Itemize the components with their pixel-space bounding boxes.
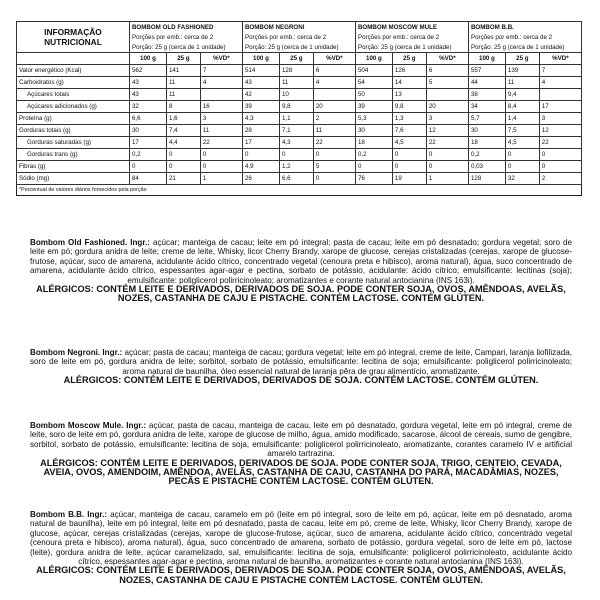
nutrient-value: 6 [426, 65, 468, 77]
nutrient-value: 0 [200, 161, 242, 173]
ingredients-title: Bombom B.B. Ingr.: [30, 510, 108, 519]
nutrient-value: 4 [539, 77, 581, 89]
nutrient-value: 84 [129, 173, 166, 185]
nutrient-value: 4,3 [279, 137, 313, 149]
nutrient-value: 0 [392, 149, 426, 161]
nutrient-value: 0,2 [129, 149, 166, 161]
ingredients-paragraph [30, 238, 572, 285]
nutrient-value: 39 [242, 101, 279, 113]
nutrient-value: 3 [200, 113, 242, 125]
nutrient-value: 7,5 [505, 125, 539, 137]
nutrient-value: 17 [129, 137, 166, 149]
nutrient-value: 1,1 [279, 113, 313, 125]
nutrition-rows [17, 65, 582, 185]
nutrient-value: 0 [505, 161, 539, 173]
product-portion-size: Porção: 25 g (cerca de 1 unidade) [129, 42, 242, 53]
nutrient-value: 9,4 [505, 89, 539, 101]
table-row [17, 149, 582, 161]
nutrient-value: 3 [539, 113, 581, 125]
nutrient-label: Açúcares totais [17, 89, 130, 101]
nutrient-value: 0 [279, 149, 313, 161]
nutrient-value: 50 [355, 89, 392, 101]
nutrient-value: 0 [355, 161, 392, 173]
nutrient-value: 0,2 [468, 149, 505, 161]
product-name: BOMBOM NEGRONI [242, 22, 355, 33]
nutrient-label: Gorduras trans (g) [17, 149, 130, 161]
nutrient-label: Açúcares adicionados (g) [17, 101, 130, 113]
ingredients-text: açúcar; manteiga de cacau; leite em pó integral; pasta de cacau; leite em pó desnatado; gordura vegetal; soro de leite em pó; gordura anidra de leite; creme de leite, Whisky, licor Cherry Brandy, xarope de glucose, cerejas cristalizadas (cerejas, xarope de glucose-frutose, açúcar, suco de amarena, acidulante ácido cítrico, concentrado vegetal (cenoura preta e hibisco), aroma natural), água, suco concentrado de amarena, acidulante ácido cítrico, espessantes agar-agar e pectina, sorbato de potássio, acidulante: ácido cítrico; emulsificante: lecitinas (soja); emulsificante: poliglicerol polirricinoleato; aromatizantes e corante natural antocianina (INS 163i). [30, 238, 573, 285]
nutrient-value: 9,8 [279, 101, 313, 113]
nutrient-value: 17 [242, 137, 279, 149]
nutrient-value: 13 [392, 89, 426, 101]
column-header: %VD* [426, 53, 468, 65]
nutrient-value: 22 [426, 137, 468, 149]
table-row [17, 125, 582, 137]
column-header: %VD* [313, 53, 355, 65]
product-description [30, 421, 572, 486]
nutrient-value: 0 [200, 149, 242, 161]
nutrient-value: 32 [129, 101, 166, 113]
nutrient-value: 0 [426, 161, 468, 173]
column-header: 100 g [129, 53, 166, 65]
nutrient-value: 0 [426, 149, 468, 161]
nutrient-value: 5,3 [355, 113, 392, 125]
nutrient-value: 2 [313, 113, 355, 125]
nutrient-value: 126 [392, 65, 426, 77]
allergen-warning: ALÉRGICOS: CONTÉM LEITE E DERIVADOS, DERIVADOS DE SOJA. PODE CONTER SOJA, TRIGO, CENTEIO, CEVADA, AVEIA, OVOS, AMENDOIM, AMÊNDOA, AVELÃS, CASTANHA DE CAJU, CASTANHA DO PARÁ, MACADÂMIAS, NOZES, PECÃS E PISTACHE CONTÉM LACTOSE. CONTÉM GLÚTEN. [40, 457, 562, 487]
product-description [30, 510, 572, 585]
nutrient-value: 1,4 [505, 113, 539, 125]
nutrient-value: 8 [166, 101, 200, 113]
nutrient-value: 128 [468, 173, 505, 185]
nutrient-value: 18 [355, 137, 392, 149]
nutrient-value: 11 [200, 125, 242, 137]
nutrient-value: 30 [468, 125, 505, 137]
column-header: 25 g [505, 53, 539, 65]
nutrition-table [16, 21, 582, 196]
nutrient-value: 0 [313, 173, 355, 185]
nutrient-value: 0 [392, 161, 426, 173]
nutrient-value: 44 [468, 77, 505, 89]
nutrient-value: 562 [129, 65, 166, 77]
product-description [30, 238, 572, 303]
table-row [17, 161, 582, 173]
nutrient-label: Proteína (g) [17, 113, 130, 125]
nutrient-value: 141 [166, 65, 200, 77]
nutrient-value: 0 [539, 149, 581, 161]
nutrient-value: 3 [426, 113, 468, 125]
nutrient-value: 22 [313, 137, 355, 149]
nutrient-value: 43 [242, 77, 279, 89]
nutrient-value: 26 [242, 173, 279, 185]
nutrient-value: 30 [129, 125, 166, 137]
nutrient-value: 504 [355, 65, 392, 77]
column-header-row [17, 53, 582, 65]
nutrient-value: 1 [200, 173, 242, 185]
nutrient-value: 76 [355, 173, 392, 185]
ingredients-paragraph [30, 421, 572, 459]
nutrient-value: 0,2 [355, 149, 392, 161]
nutrient-value: 21 [166, 173, 200, 185]
nutrient-value: 6,6 [279, 173, 313, 185]
table-row [17, 77, 582, 89]
nutrient-label: Gorduras totais (g) [17, 125, 130, 137]
nutrient-value: 0 [166, 149, 200, 161]
allergen-warning: ALÉRGICOS: CONTÉM LEITE E DERIVADOS, DERIVADOS DE SOJA. CONTÉM LACTOSE. CONTÉM GLÚTEN. [63, 375, 539, 386]
nutrient-value: 4,4 [166, 137, 200, 149]
nutrient-value: 0 [242, 149, 279, 161]
nutrient-value: 0 [505, 149, 539, 161]
nutrient-value: 17 [539, 101, 581, 113]
nutrient-value: 12 [426, 125, 468, 137]
nutrient-value: 0 [313, 149, 355, 161]
ingredients-title: Bombom Old Fashioned. Ingr.: [30, 238, 151, 247]
product-name: BOMBOM MOSCOW MULE [355, 22, 468, 33]
nutrient-value: 32 [505, 173, 539, 185]
nutrient-value: 0 [539, 161, 581, 173]
table-row [17, 101, 582, 113]
column-header: 25 g [392, 53, 426, 65]
table-row [17, 65, 582, 77]
nutrient-value: 19 [392, 173, 426, 185]
nutrient-value: 6 [313, 65, 355, 77]
column-header: 100 g [468, 53, 505, 65]
nutrient-value: 42 [242, 89, 279, 101]
nutrient-label: Gorduras saturadas (g) [17, 137, 130, 149]
nutrient-value: 10 [279, 89, 313, 101]
column-header: 25 g [279, 53, 313, 65]
table-row [17, 173, 582, 185]
product-portions: Porções por emb.: cerca de 2 [468, 32, 581, 42]
nutrient-value: 22 [200, 137, 242, 149]
nutrient-value: 128 [279, 65, 313, 77]
product-name: BOMBOM B.B. [468, 22, 581, 33]
nutrient-value: 4,5 [505, 137, 539, 149]
column-header-blank [17, 53, 130, 65]
product-portions: Porções por emb.: cerca de 2 [129, 32, 242, 42]
nutrient-value: 5 [313, 161, 355, 173]
nutrient-value: 1 [426, 173, 468, 185]
nutrient-value: 514 [242, 65, 279, 77]
nutrient-value: 7,4 [166, 125, 200, 137]
nutrient-value: 16 [200, 101, 242, 113]
table-title-line1: INFORMAÇÃO [44, 27, 102, 37]
nutrient-value: 11 [166, 89, 200, 101]
column-header: %VD* [200, 53, 242, 65]
nutrient-value [200, 89, 242, 101]
allergen-warning: ALÉRGICOS: CONTÉM LEITE E DERIVADOS, DERIVADOS DE SOJA. PODE CONTER SOJA, OVOS, AMÊNDOAS, AVELÃS, NOZES, CASTANHA DE CAJU E PISTACHE. CONTÉM LACTOSE. CONTÉM GLÚTEN. [36, 284, 566, 304]
ingredients-paragraph [30, 510, 572, 566]
column-header: 100 g [242, 53, 279, 65]
ingredients-title: Bombom Moscow Mule. Ingr.: [30, 421, 147, 430]
nutrient-value: 5 [426, 77, 468, 89]
nutrient-value: 54 [355, 77, 392, 89]
nutrient-value: 4 [313, 77, 355, 89]
nutrient-value: 12 [539, 125, 581, 137]
nutrient-value: 0 [129, 161, 166, 173]
nutrient-value: 0,03 [468, 161, 505, 173]
nutrient-value: 6,6 [129, 113, 166, 125]
table-row [17, 113, 582, 125]
nutrient-value: 11 [166, 77, 200, 89]
nutrient-value: 7,1 [279, 125, 313, 137]
ingredients-text: açúcar, pasta de cacau, manteiga de cacau, leite em pó desnatado, gordura vegetal, leite em pó integral, creme de leite, soro de leite em pó, gordura anidra de leite, xarope de glucose de milho, água, amido modificado, sacarose, álcool de cereais, sumo de gengibre, sorbitol, sorbato de potássio, emulsificante: lecitina de soja, emulsificante: poliglicerol polirricinoleato, aromatizante, corantes caramelo IV e artificial amarelo tartrazina. [30, 421, 572, 459]
table-footnote: *Percentual de valores diários fornecidos pela porção [19, 187, 147, 193]
nutrient-value [539, 89, 581, 101]
nutrient-value: 11 [505, 77, 539, 89]
nutrient-value [426, 89, 468, 101]
nutrient-value: 43 [129, 77, 166, 89]
nutrient-value: 30 [355, 125, 392, 137]
column-header: %VD* [539, 53, 581, 65]
nutrient-value: 20 [426, 101, 468, 113]
footnote-row [17, 185, 582, 196]
nutrient-value: 4 [200, 77, 242, 89]
ingredients-text: açúcar, manteiga de cacau, caramelo em pó (leite em pó integral, soro de leite em pó, açúcar, leite em pó desnatado, aroma natural de baunilha), leite em pó integral, leite em pó desnatado, pasta de cacau, leite em pó, creme de leite, Whisky, licor Cherry Brandy, xarope de glucose, açúcar, cerejas cristalizadas (cerejas, xarope de glucose-frutose, açúcar, suco de amarena, acidulante ácido cítrico, concentrado vegetal (cenoura preta e hibisco), aroma natural), água, suco concentrado de amarena, sorbato de potássio, gordura vegetal, soro de leite em pó, lactose (leite), gordura anidra de leite, açúcar caramelizado, sal, emulsificante: lecitina de soja, emulsificante: poliglicerol polirricinoleato, acidulante ácido cítrico, espessantes agar-agar e pectina, aroma natural de baunilha, aromatizantes e corante natural antocianina (INS 163i). [30, 510, 572, 567]
nutrient-value: 1,2 [279, 161, 313, 173]
product-portion-size: Porção: 25 g (cerca de 1 unidade) [242, 42, 355, 53]
nutrient-value [313, 89, 355, 101]
ingredients-paragraph [30, 348, 572, 376]
product-portions: Porções por emb.: cerca de 2 [242, 32, 355, 42]
nutrient-value: 7,6 [392, 125, 426, 137]
nutrient-value: 4,5 [392, 137, 426, 149]
table-title [17, 22, 130, 53]
nutrient-value: 4,9 [242, 161, 279, 173]
nutrient-value: 9,8 [392, 101, 426, 113]
nutrient-value: 5,7 [468, 113, 505, 125]
nutrient-value: 38 [468, 89, 505, 101]
nutrient-value: 20 [313, 101, 355, 113]
product-portion-size: Porção: 25 g (cerca de 1 unidade) [468, 42, 581, 53]
nutrient-value: 557 [468, 65, 505, 77]
nutrient-value: 2 [539, 173, 581, 185]
nutrient-value: 1,3 [392, 113, 426, 125]
column-header: 100 g [355, 53, 392, 65]
nutrient-value: 11 [279, 77, 313, 89]
nutrient-value: 11 [313, 125, 355, 137]
nutrient-value: 43 [129, 89, 166, 101]
nutrient-label: Fibras (g) [17, 161, 130, 173]
nutrient-value: 4,3 [242, 113, 279, 125]
nutrient-value: 139 [505, 65, 539, 77]
nutrient-label: Sódio (mg) [17, 173, 130, 185]
nutrient-value: 7 [200, 65, 242, 77]
nutrient-value: 22 [539, 137, 581, 149]
nutrient-value: 34 [468, 101, 505, 113]
nutrient-value: 28 [242, 125, 279, 137]
ingredients-title: Bombom Negroni. Ingr.: [30, 348, 123, 357]
product-description [30, 348, 572, 385]
nutrient-value: 0 [166, 161, 200, 173]
table-title-line2: NUTRICIONAL [44, 37, 102, 47]
table-row [17, 137, 582, 149]
nutrient-value: 8,4 [505, 101, 539, 113]
product-portion-size: Porção: 25 g (cerca de 1 unidade) [355, 42, 468, 53]
nutrient-value: 7 [539, 65, 581, 77]
nutrient-label: Carboidratos (g) [17, 77, 130, 89]
allergen-warning: ALÉRGICOS: CONTÉM LEITE E DERIVADOS, DERIVADOS DE SOJA. PODE CONTER SOJA, OVOS, AMÊNDOAS, AVELÃS, NOZES, CASTANHA DE CAJU E PISTACHE CONTÉM LACTOSE. CONTÉM GLÚTEN. [36, 565, 566, 585]
nutrient-value: 1,6 [166, 113, 200, 125]
column-header: 25 g [166, 53, 200, 65]
nutrient-value: 39 [355, 101, 392, 113]
nutrient-value: 14 [392, 77, 426, 89]
ingredients-text: açúcar; pasta de cacau; manteiga de cacau; gordura vegetal; leite em pó integral, creme de leite, Campari, laranja liofilizada, soro de leite em pó, gordura anidra de leite; sorbitol, sorbato de potássio, emulsificante: lecitina de soja; emulsificante: poliglicerol polirricinoleato; aroma natural de baunilha, óleo essencial natural de laranja pêra de grau alimentício, aromatizante. [30, 348, 572, 376]
product-name: BOMBOM OLD FASHIONED [129, 22, 242, 33]
nutrient-label: Valor energético (Kcal) [17, 65, 130, 77]
nutrient-value: 18 [468, 137, 505, 149]
product-portions: Porções por emb.: cerca de 2 [355, 32, 468, 42]
table-row [17, 89, 582, 101]
